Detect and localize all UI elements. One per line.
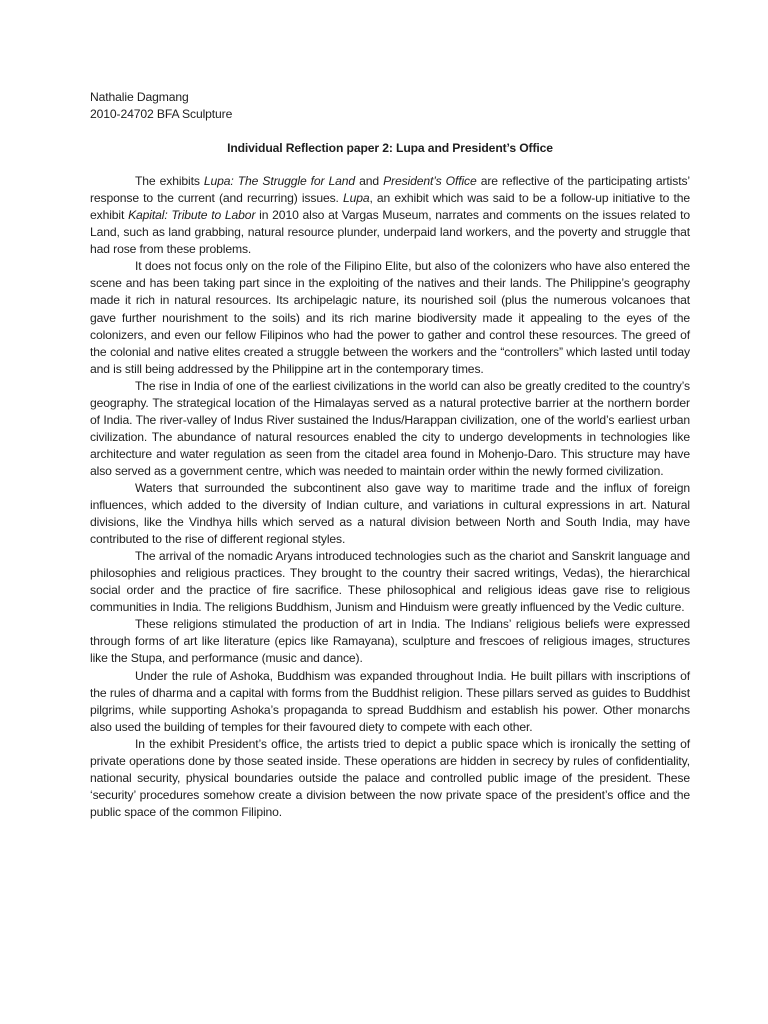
p1-text-a: The exhibits (135, 174, 204, 189)
p1-text-i: in 2010 also at Vargas Museum, narrates and comments on the issues related to Land, such as land grabbing, natural resource plunder, underpaid land workers, and the poverty and struggle that had rose from these problems. (90, 208, 690, 257)
paragraph-3: The rise in India of one of the earliest civilizations in the world can also be greatly credited to the country’s geography. The strategical location of the Himalayas served as a natural protective barrier at the northern border of India. The river-valley of Indus River sustained the Indus/Harappan civilization, one of the world’s earliest urban civilization. The abundance of natural resources enabled the city to undergo developments in technologies like architecture and water regulation as seen from the citadel area found in Mohenjo-Daro. This structure may have also served as a government centre, which was needed to maintain order within the newly formed civilization. (90, 378, 690, 478)
p1-text-c: and (355, 174, 384, 189)
paragraph-7: Under the rule of Ashoka, Buddhism was expanded throughout India. He built pillars with inscriptions of the rules of dharma and a capital with forms from the Buddhist religion. These pillars served as guides to Buddhist pilgrims, while supporting Ashoka’s propaganda to spread Buddhism and establish his power. Other monarchs also used the building of temples for their favoured diety to compete with each other. (90, 668, 690, 734)
paragraph-6: These religions stimulated the production of art in India. The Indians’ religious beliefs were expressed through forms of art like literature (epics like Ramayana), sculpture and frescoes of religious images, structures like the Stupa, and performance (music and dance). (90, 617, 690, 666)
paragraph-5: The arrival of the nomadic Aryans introduced technologies such as the chariot and Sanskrit language and philosophies and religious practices. They brought to the country their sacred writings, Vedas), the hierarchical social order and the practice of fire sacrifice. These philosophical and religious ideas gave rise to religious communities in India. The religions Buddhism, Junism and Hinduism were greatly influenced by the Vedic culture. (90, 549, 690, 615)
p1-lupa-italic: Lupa (342, 191, 370, 206)
p1-text-e: are reflective of the participating artists’ response to the current (and recurring) issues. (90, 174, 690, 206)
author-name: Nathalie Dagmang (90, 90, 189, 104)
student-info: 2010-24702 BFA Sculpture (90, 107, 233, 122)
paper-title: Individual Reflection paper 2: Lupa and President’s Office (227, 141, 553, 156)
paragraph-8: In the exhibit President’s office, the artists tried to depict a public space which is ironically the setting of private operations done by those seated inside. These operations are hidden in secrecy by rules of confidentiality, national security, physical boundaries outside the palace and controlled public image of the president. These ‘security’ procedures somehow create a division between the now private space of the president’s office and the public space of the common Filipino. (90, 736, 690, 819)
paragraph-1 (90, 173, 690, 258)
p1-text-g: , an exhibit which was said to be a follow-up initiative to the exhibit (90, 191, 690, 223)
p1-exhibit-presidents-office-title: President’s Office (383, 174, 477, 189)
p1-exhibit-lupa-title: Lupa: The Struggle for Land (203, 174, 356, 189)
paragraph-2: It does not focus only on the role of the Filipino Elite, but also of the colonizers who have also entered the scene and has been taking part since in the exploiting of the natives and their lands. The Philippine’s geography made it rich in natural resources. Its archipelagic nature, its nourished soil (plus the numerous volcanoes that gave further nourishment to the soils) and its rich marine biodiversity made it appealing to the eyes of the colonizers, and even our fellow Filipinos who had the power to gather and control these resources. The greed of the colonial and native elites created a struggle between the workers and the “controllers” which lasted until today and is still being addressed by the Philippine art in the contemporary times. (90, 259, 690, 376)
paragraph-4: Waters that surrounded the subcontinent also gave way to maritime trade and the influx of foreign influences, which added to the diversity of Indian culture, and variations in cultural expressions in art. Natural divisions, like the Vindhya hills which served as a natural division between North and South India, may have contributed to the rise of different regional styles. (90, 480, 690, 547)
document-page (90, 89, 690, 821)
p1-exhibit-kapital-title: Kapital: Tribute to Labor (128, 208, 256, 223)
